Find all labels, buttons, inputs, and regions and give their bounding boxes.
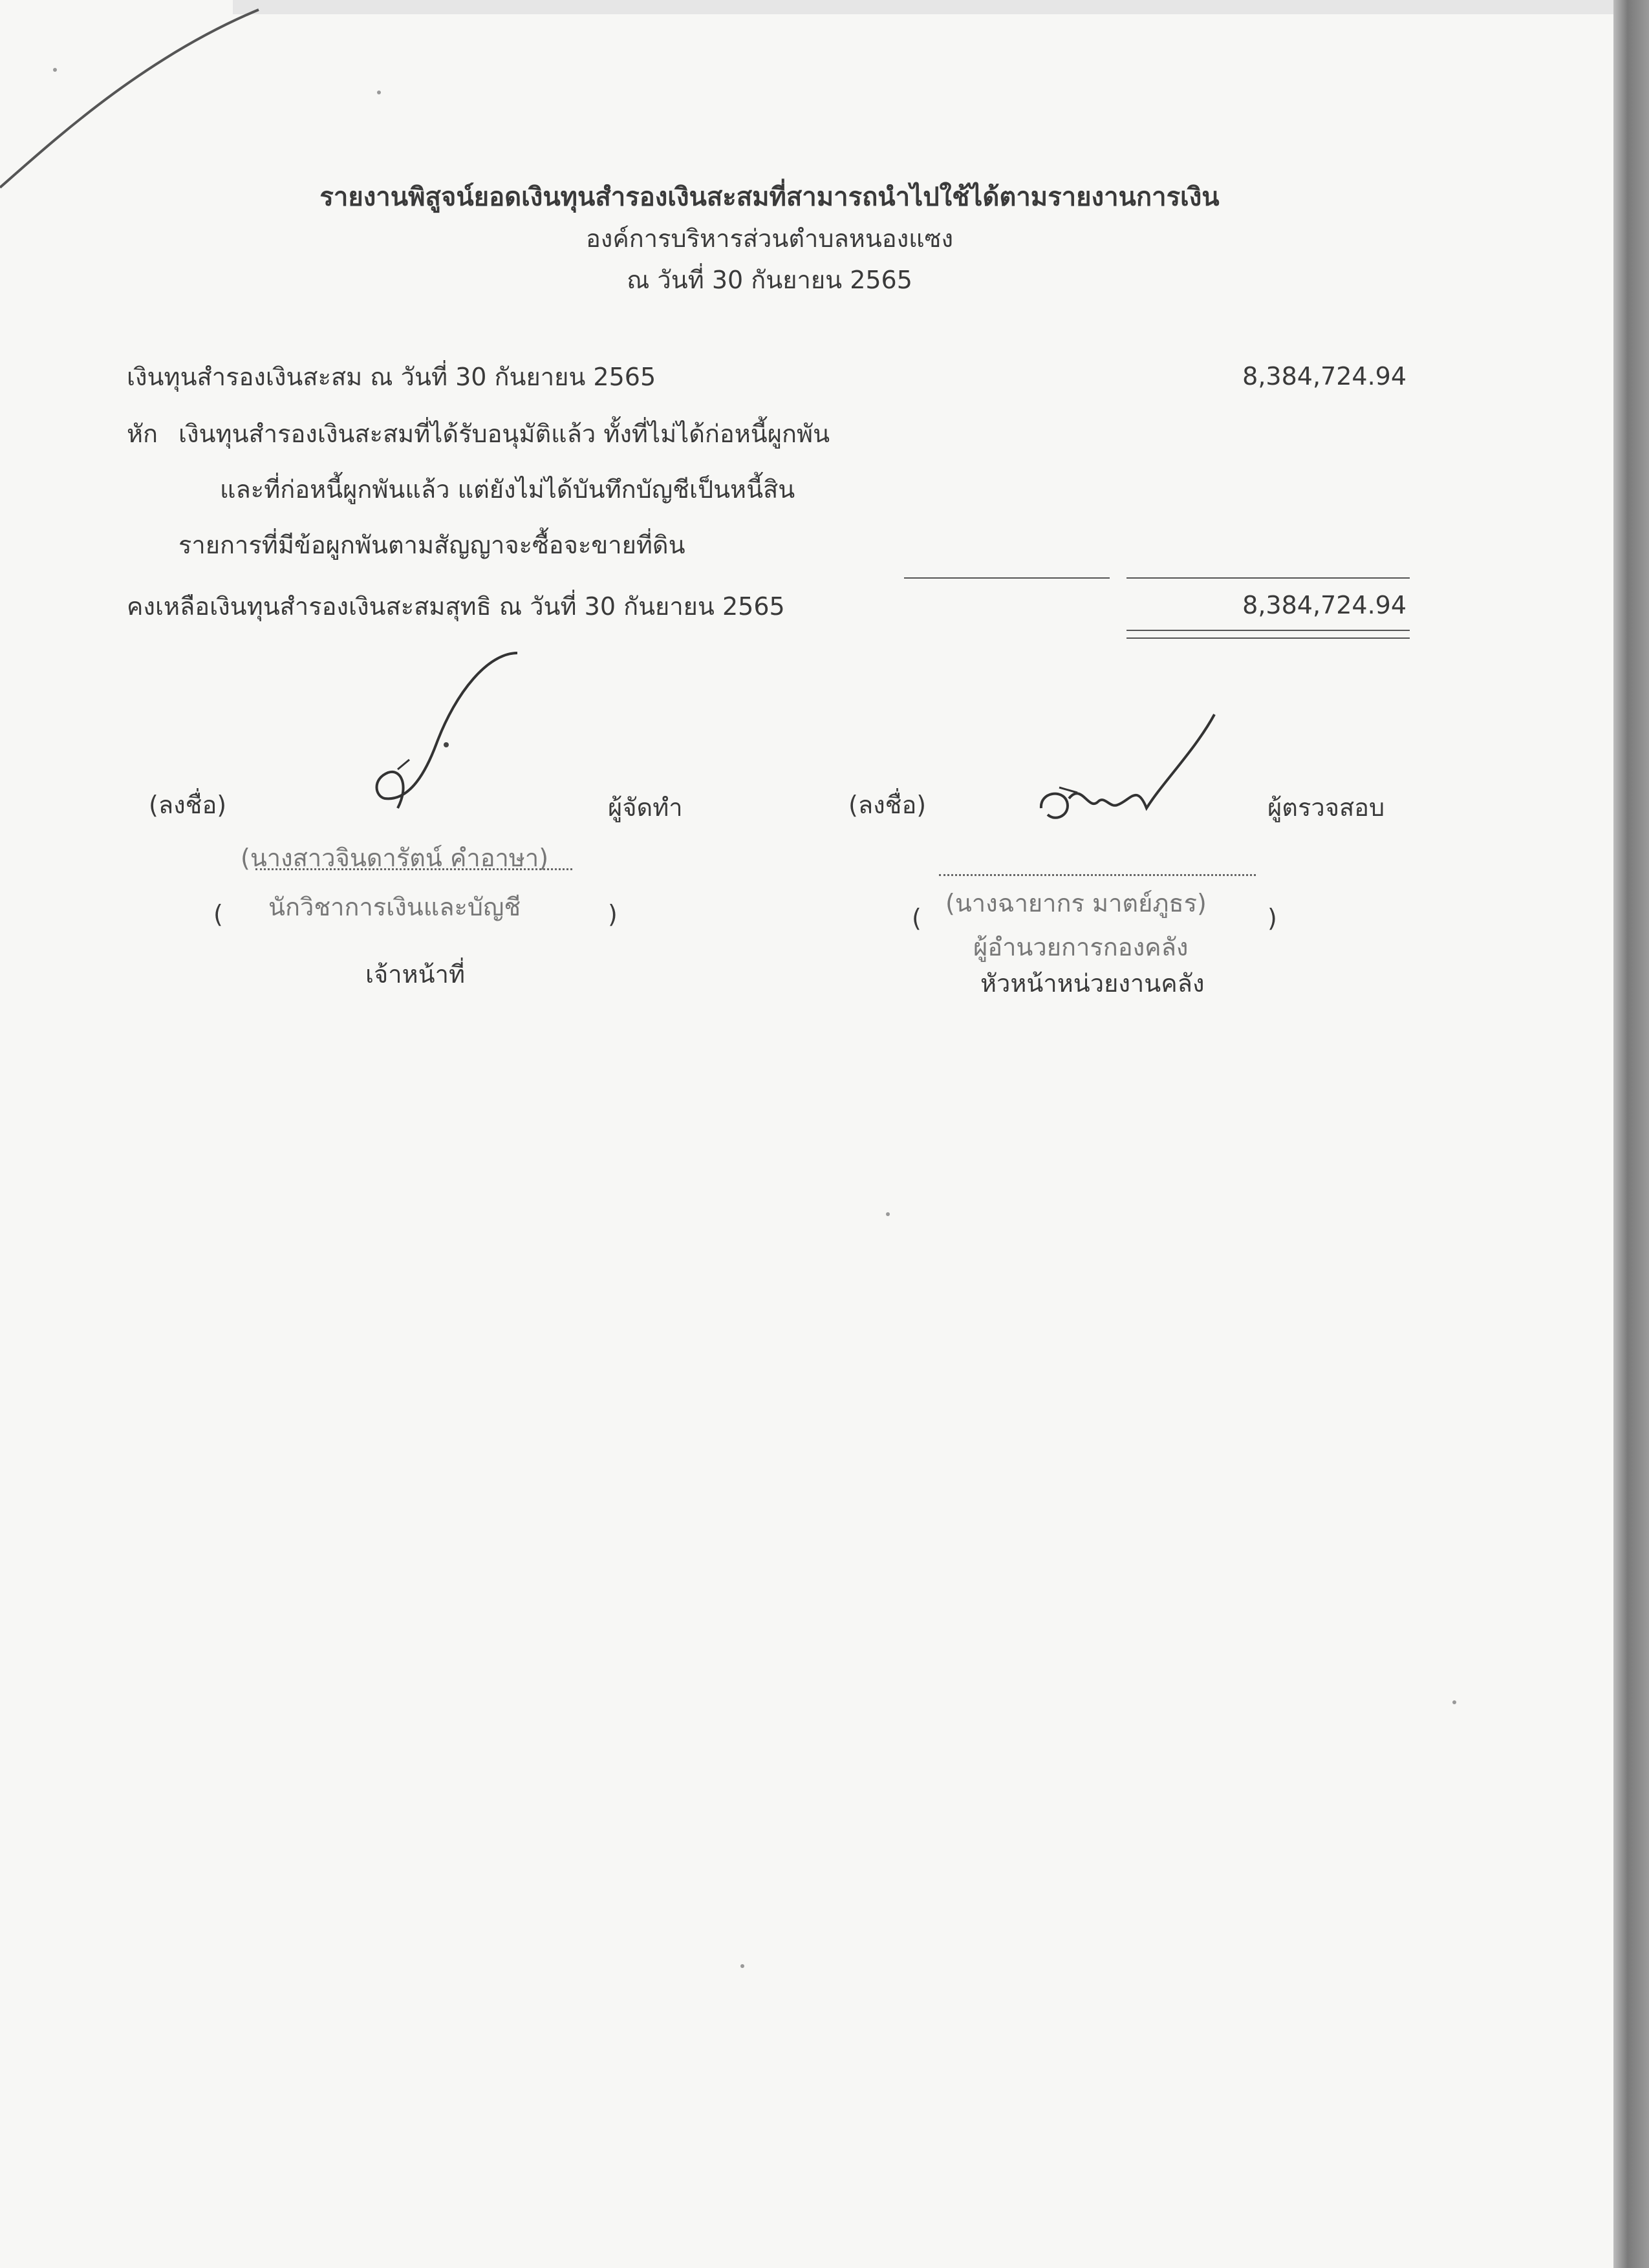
scan-top-shadow <box>233 0 1649 14</box>
preparer-paren-open: ( <box>213 900 223 928</box>
opening-balance-amount: 8,384,724.94 <box>1242 362 1406 390</box>
preparer-name: (นางสาวจินดารัตน์ คำอาษา) <box>241 844 549 872</box>
total-rule <box>1126 577 1410 579</box>
preparer-title: เจ้าหน้าที่ <box>365 960 466 989</box>
less-prefix: หัก <box>127 420 158 448</box>
reviewer-signature <box>1033 711 1227 824</box>
closing-balance-label: คงเหลือเงินทุนสำรองเงินสะสมสุทธิ ณ วันที่ 30 กันยายน 2565 <box>127 592 785 621</box>
preparer-role: ผู้จัดทำ <box>608 793 683 822</box>
preparer-paren-close: ) <box>608 900 618 928</box>
less-line-1: เงินทุนสำรองเงินสะสมที่ได้รับอนุมัติแล้ว ทั้งที่ไม่ได้ก่อหนี้ผูกพัน <box>178 420 830 448</box>
preparer-sign-label: (ลงชื่อ) <box>149 791 227 819</box>
subtotal-rule <box>904 577 1110 579</box>
preparer-signature <box>359 647 527 815</box>
less-line-2: และที่ก่อหนี้ผูกพันแล้ว แต่ยังไม่ได้บันทึกบัญชีเป็นหนี้สิน <box>220 475 795 504</box>
reviewer-paren-close: ) <box>1267 904 1277 932</box>
reviewer-position: ผู้อำนวยการกองคลัง <box>973 933 1189 961</box>
opening-balance-label: เงินทุนสำรองเงินสะสม ณ วันที่ 30 กันยายน 2565 <box>127 363 656 391</box>
reviewer-role: ผู้ตรวจสอบ <box>1267 793 1385 822</box>
scan-speck <box>886 1212 890 1216</box>
reviewer-title: หัวหน้าหน่วยงานคลัง <box>980 969 1205 998</box>
preparer-name-dotline <box>255 868 572 870</box>
reviewer-sign-label: (ลงชื่อ) <box>848 791 927 819</box>
scan-speck <box>377 91 381 94</box>
scan-right-edge <box>1613 0 1649 2268</box>
closing-balance-amount: 8,384,724.94 <box>1242 591 1406 619</box>
organization-name: องค์การบริหารส่วนตำบลหนองแซง <box>585 224 954 253</box>
scan-speck <box>1452 1700 1456 1704</box>
double-underline-bottom <box>1126 637 1410 639</box>
reviewer-paren-open: ( <box>912 904 921 932</box>
report-date: ณ วันที่ 30 กันยายน 2565 <box>627 266 912 294</box>
reviewer-name-dotline <box>939 874 1256 876</box>
report-title: รายงานพิสูจน์ยอดเงินทุนสำรองเงินสะสมที่สามารถนำไปใช้ได้ตามรายงานการเงิน <box>319 182 1220 212</box>
double-underline-top <box>1126 630 1410 631</box>
less-line-3: รายการที่มีข้อผูกพันตามสัญญาจะซื้อจะขายที่ดิน <box>178 531 685 559</box>
scan-speck <box>53 68 57 72</box>
scan-speck <box>740 1964 744 1968</box>
reviewer-name: (นางฉายากร มาตย์ภูธร) <box>945 889 1207 917</box>
preparer-position: นักวิชาการเงินและบัญชี <box>268 893 521 921</box>
